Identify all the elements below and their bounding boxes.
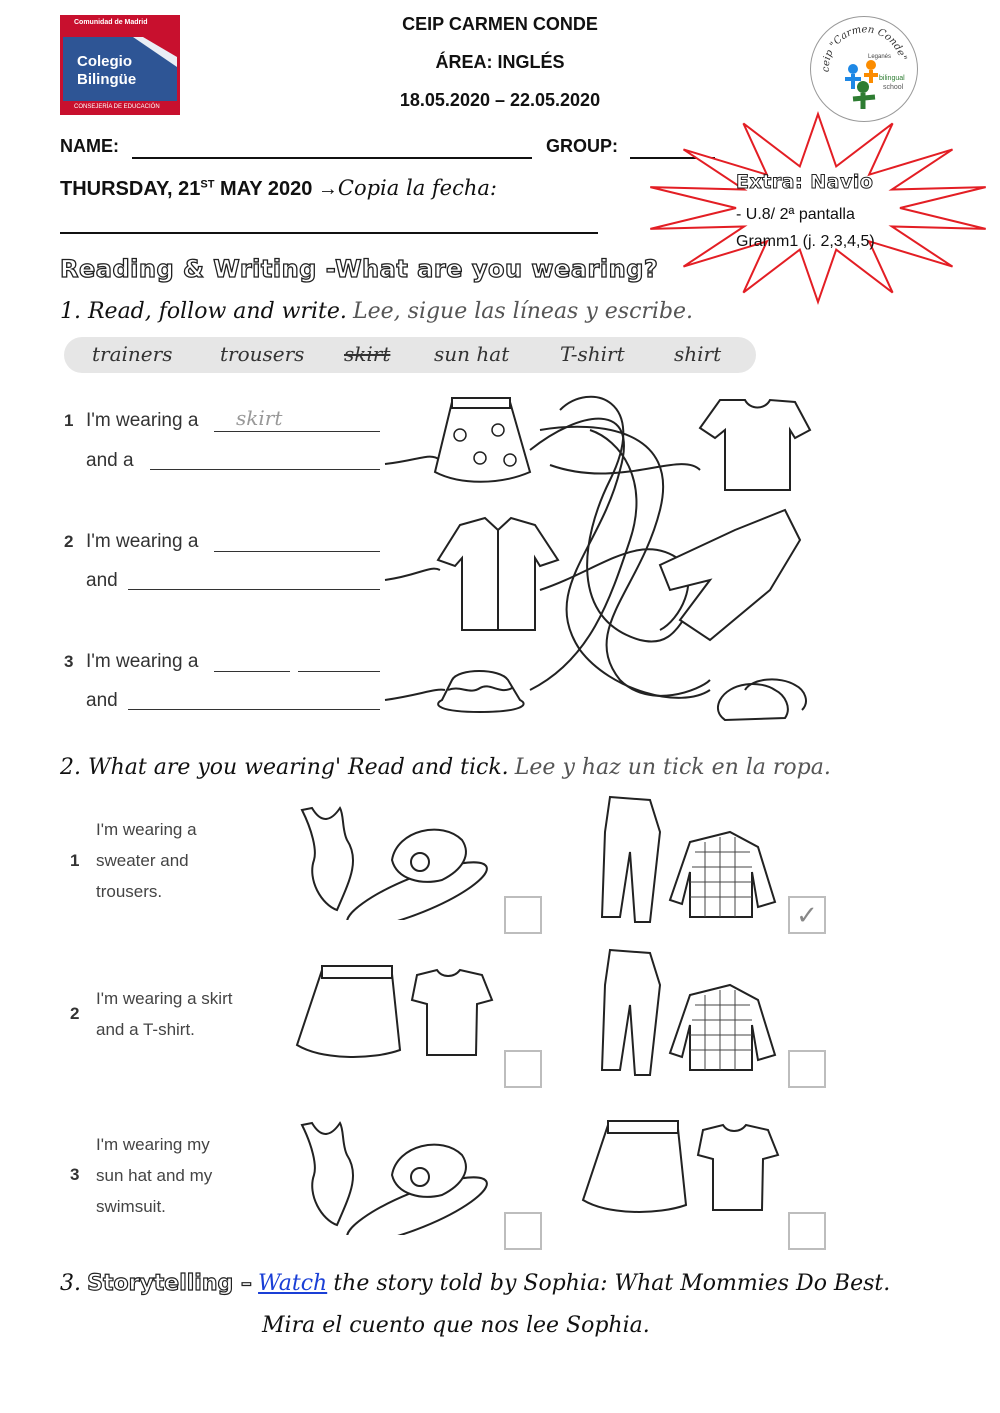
ex1-item2-line1: I'm wearing a (86, 531, 199, 552)
ex2-item2-checkbox-left[interactable] (504, 1050, 542, 1088)
trousers-and-plaid-shirt-illustration (580, 792, 780, 927)
logo-sub-text: CONSEJERÍA DE EDUCACIÓN (74, 104, 160, 110)
ex2-item3-text: I'm wearing my sun hat and my swimsuit. (96, 1135, 213, 1216)
extra-line-1: - U.8/ 2ª pantalla (736, 206, 855, 223)
logo-city: Leganés (868, 54, 892, 60)
ex1-item1-field2[interactable] (150, 469, 380, 470)
watch-link[interactable]: Watch (258, 1271, 328, 1296)
ex1-item2-field1[interactable] (214, 551, 380, 552)
ex2-item1-checkbox-left[interactable] (504, 896, 542, 934)
logo-top-text: Comunidad de Madrid (74, 19, 148, 26)
date-copy-field[interactable] (60, 232, 598, 234)
subject-area: ÁREA: INGLÉS (435, 52, 565, 72)
ex1-item2-line2: and (86, 570, 118, 591)
logo-label-1: bilingual (879, 75, 905, 82)
swimsuit-and-sunhat-illustration-2 (292, 1115, 497, 1235)
ex2-item2-text: I'm wearing a skirt and a T-shirt. (96, 989, 233, 1039)
extra-title: Extra: Navio (736, 171, 874, 193)
extra-line-2: Gramm1 (j. 2,3,4,5) (736, 233, 875, 250)
ex2-item2-num: 2 (70, 1004, 80, 1023)
swimsuit-and-sunhat-illustration (292, 800, 497, 920)
word-sun-hat: sun hat (434, 342, 510, 366)
clothes-maze-illustration (380, 390, 820, 740)
word-bank (64, 337, 756, 373)
word-trainers: trainers (92, 342, 173, 366)
word-shirt: shirt (674, 342, 722, 366)
ex1-item1-answer: skirt (236, 406, 283, 430)
ex2-item3-checkbox-right[interactable] (788, 1212, 826, 1250)
ex1-item2-field2[interactable] (128, 589, 380, 590)
logo-flag (63, 37, 177, 101)
ex1-item2-num: 2 (64, 532, 74, 551)
ex1-item3-num: 3 (64, 652, 74, 671)
ex1-item1-num: 1 (64, 411, 74, 430)
ex3-line1: 3. Storytelling – Watch the story told by Sophia: What Mommies Do Best. (60, 1271, 891, 1296)
word-t-shirt: T-shirt (560, 342, 625, 366)
date-heading: THURSDAY, 21ST MAY 2020 →Copia la fecha: (60, 176, 497, 200)
word-skirt: skirt (344, 342, 391, 366)
ex2-item2-checkbox-right[interactable] (788, 1050, 826, 1088)
ex1-item3-line2: and (86, 690, 118, 711)
group-label: GROUP: (546, 136, 618, 156)
ex1-item1-line2: and a (86, 450, 134, 471)
name-field[interactable] (132, 157, 532, 159)
skirt-and-tshirt-illustration-2 (578, 1115, 788, 1225)
ex3-line2: Mira el cuento que nos lee Sophia. (262, 1313, 650, 1338)
ex1-item3-field1a[interactable] (214, 671, 290, 672)
ex2-item1-text: I'm wearing a sweater and trousers. (96, 820, 197, 901)
word-trousers: trousers (220, 342, 305, 366)
svg-text:ceip "Carmen Conde" (821, 24, 908, 72)
ex2-item3-num: 3 (70, 1165, 80, 1184)
ex2-item1-num: 1 (70, 851, 80, 870)
ex2-item3-checkbox-left[interactable] (504, 1212, 542, 1250)
ex1-item1-field1[interactable] (214, 431, 380, 432)
ex1-item3-field2[interactable] (128, 709, 380, 710)
logo-main-text: Colegio Bilingüe (77, 53, 137, 88)
logo-arc-text: ceip "Carmen Conde" (820, 24, 909, 73)
week-dates: 18.05.2020 – 22.05.2020 (399, 90, 601, 110)
ex1-item3-field1b[interactable] (298, 671, 380, 672)
ex1-instruction: 1. Read, follow and write. Lee, sigue las líneas y escribe. (60, 299, 694, 324)
name-label: NAME (60, 136, 113, 156)
skirt-and-tshirt-illustration (292, 960, 502, 1070)
trousers-and-plaid-shirt-illustration-2 (580, 945, 780, 1080)
ex2-instruction: 2. What are you wearing' Read and tick. Lee y haz un tick en la ropa. (60, 755, 831, 780)
carmen-conde-logo (810, 16, 918, 122)
ex2-item1-checkbox-right[interactable]: ✓ (788, 896, 826, 934)
colegio-bilingue-logo (60, 15, 180, 115)
ex1-item1-line1: I'm wearing a (86, 410, 199, 431)
logo-label-2: school (883, 84, 904, 91)
school-name: CEIP CARMEN CONDE (402, 14, 598, 34)
ex1-item3-line1: I'm wearing a (86, 651, 199, 672)
section-title: Reading & Writing -What are you wearing? (60, 255, 659, 283)
